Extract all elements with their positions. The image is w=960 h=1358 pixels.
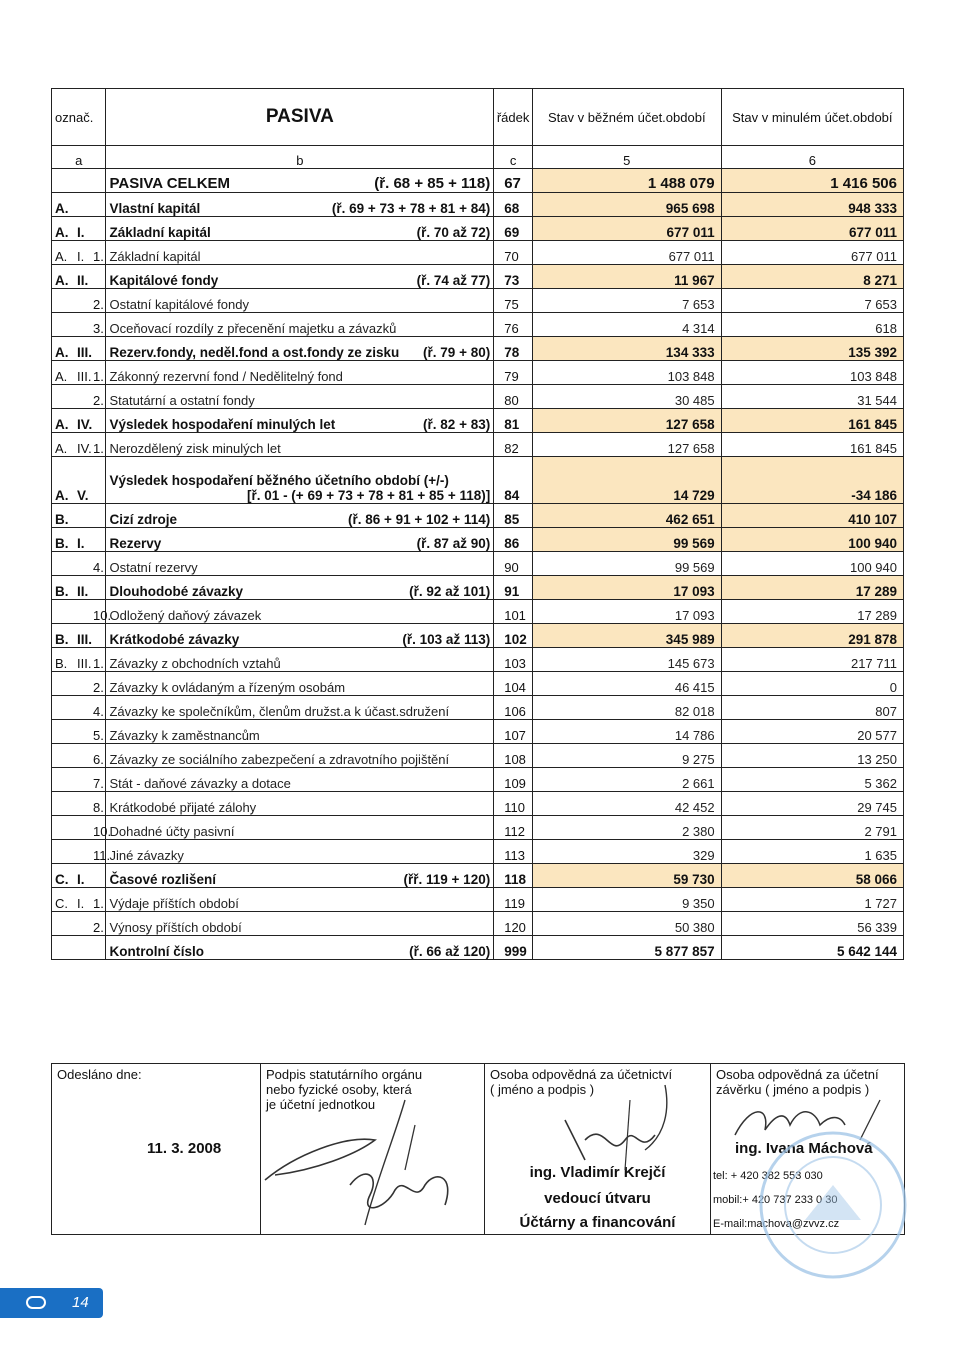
previous-period-value: 17 289: [721, 576, 903, 600]
row-designation: C. I.: [52, 864, 106, 888]
table-row: [52, 936, 904, 960]
row-label: Rezerv.fondy, neděl.fond a ost.fondy ze zisku (ř. 79 + 80): [106, 337, 494, 361]
table-row: [52, 169, 904, 193]
row-label: Dlouhodobé závazky (ř. 92 až 101): [106, 576, 494, 600]
current-period-value: 127 658: [532, 409, 721, 433]
table-row: [52, 289, 904, 313]
row-designation: [52, 169, 106, 193]
table-row: [52, 241, 904, 265]
previous-period-value: 20 577: [721, 720, 903, 744]
row-label: Rezervy (ř. 87 až 90): [106, 528, 494, 552]
current-period-value: 462 651: [532, 504, 721, 528]
row-label: Vlastní kapitál (ř. 69 + 73 + 78 + 81 + 84): [106, 193, 494, 217]
row-designation: 11.: [52, 840, 106, 864]
row-label: Statutární a ostatní fondy: [106, 385, 494, 409]
table-row: [52, 552, 904, 576]
table-row: [52, 385, 904, 409]
current-period-value: 4 314: [532, 313, 721, 337]
previous-period-value: 100 940: [721, 552, 903, 576]
table-row: [52, 624, 904, 648]
row-label: Zákonný rezervní fond / Nedělitelný fond: [106, 361, 494, 385]
table-row: [52, 864, 904, 888]
row-label: Základní kapitál (ř. 70 až 72): [106, 217, 494, 241]
current-period-value: 145 673: [532, 648, 721, 672]
row-number: 103: [494, 648, 533, 672]
row-designation: A. III. 1.: [52, 361, 106, 385]
row-designation: [52, 936, 106, 960]
row-label: Závazky k zaměstnancům: [106, 720, 494, 744]
page-number: 14: [72, 1294, 89, 1311]
previous-period-value: 17 289: [721, 600, 903, 624]
previous-period-value: 0: [721, 672, 903, 696]
row-label: Závazky ke společníkům, členům družst.a k účast.sdružení: [106, 696, 494, 720]
current-period-value: 9 350: [532, 888, 721, 912]
current-period-value: 103 848: [532, 361, 721, 385]
row-label: Výnosy příštích období: [106, 912, 494, 936]
contact-email: E-mail:machova@zvvz.cz: [713, 1218, 840, 1230]
header-oznac: označ.: [52, 89, 106, 146]
row-number: 102: [494, 624, 533, 648]
current-period-value: 17 093: [532, 600, 721, 624]
row-number: 101: [494, 600, 533, 624]
row-number: 76: [494, 313, 533, 337]
statutory-label-3: je účetní jednotkou: [266, 1097, 376, 1112]
current-period-value: 2 661: [532, 768, 721, 792]
row-label: Dohadné účty pasivní: [106, 816, 494, 840]
row-number: 90: [494, 552, 533, 576]
row-designation: A. IV.: [52, 409, 106, 433]
previous-period-value: 161 845: [721, 433, 903, 457]
row-number: 69: [494, 217, 533, 241]
letter-e: 6: [721, 146, 903, 169]
current-period-value: 50 380: [532, 912, 721, 936]
accounting-person-role: vedoucí útvaru: [544, 1190, 651, 1207]
row-number: 78: [494, 337, 533, 361]
table-row: [52, 720, 904, 744]
row-number: 109: [494, 768, 533, 792]
sent-label: Odesláno dne:: [57, 1067, 142, 1082]
table-row: [52, 672, 904, 696]
current-period-value: 17 093: [532, 576, 721, 600]
previous-period-value: 217 711: [721, 648, 903, 672]
current-period-value: 7 653: [532, 289, 721, 313]
previous-period-value: 2 791: [721, 816, 903, 840]
previous-period-value: 807: [721, 696, 903, 720]
contact-mobile: mobil:+ 420 737 233 0 30: [713, 1194, 838, 1206]
row-label: Časové rozlišení (řř. 119 + 120): [106, 864, 494, 888]
row-number: 85: [494, 504, 533, 528]
previous-period-value: -34 186: [721, 457, 903, 504]
row-designation: A. I.: [52, 217, 106, 241]
row-number: 112: [494, 816, 533, 840]
row-number: 82: [494, 433, 533, 457]
previous-period-value: 1 727: [721, 888, 903, 912]
header-row: [52, 89, 904, 146]
row-designation: C. I. 1.: [52, 888, 106, 912]
contact-phone: tel: + 420 382 553 030: [713, 1170, 823, 1182]
row-designation: A.: [52, 193, 106, 217]
row-number: 86: [494, 528, 533, 552]
row-label: Nerozdělený zisk minulých let: [106, 433, 494, 457]
current-period-value: 965 698: [532, 193, 721, 217]
row-designation: 2.: [52, 385, 106, 409]
row-number: 120: [494, 912, 533, 936]
closing-person-name: ing. Ivana Máchová: [735, 1140, 873, 1157]
current-period-value: 345 989: [532, 624, 721, 648]
table-row: [52, 313, 904, 337]
row-designation: B. II.: [52, 576, 106, 600]
row-label: Cizí zdroje (ř. 86 + 91 + 102 + 114): [106, 504, 494, 528]
closing-label-1: Osoba odpovědná za účetní: [716, 1067, 879, 1082]
previous-period-value: 8 271: [721, 265, 903, 289]
page-number-badge: [0, 1288, 103, 1318]
previous-period-value: 5 642 144: [721, 936, 903, 960]
sent-cell: [52, 1064, 261, 1235]
row-number: 107: [494, 720, 533, 744]
table-row: [52, 217, 904, 241]
statutory-label-2: nebo fyzické osoby, která: [266, 1082, 412, 1097]
letter-c: c: [494, 146, 533, 169]
row-number: 106: [494, 696, 533, 720]
current-period-value: 14 729: [532, 457, 721, 504]
table-row: [52, 409, 904, 433]
previous-period-value: 161 845: [721, 409, 903, 433]
current-period-value: 2 380: [532, 816, 721, 840]
statutory-cell: [261, 1064, 485, 1235]
letter-b: b: [106, 146, 494, 169]
row-number: 68: [494, 193, 533, 217]
previous-period-value: 1 635: [721, 840, 903, 864]
current-period-value: 14 786: [532, 720, 721, 744]
row-label: Ostatní kapitálové fondy: [106, 289, 494, 313]
row-designation: 5.: [52, 720, 106, 744]
current-period-value: 9 275: [532, 744, 721, 768]
row-label: Ostatní rezervy: [106, 552, 494, 576]
accounting-label-1: Osoba odpovědná za účetnictví: [490, 1067, 673, 1082]
current-period-value: 11 967: [532, 265, 721, 289]
row-designation: A. V.: [52, 457, 106, 504]
previous-period-value: 291 878: [721, 624, 903, 648]
accounting-cell: [485, 1064, 711, 1235]
signature-table: [51, 1063, 905, 1235]
table-row: [52, 600, 904, 624]
row-number: 84: [494, 457, 533, 504]
row-designation: 10.: [52, 816, 106, 840]
sent-date: 11. 3. 2008: [147, 1140, 222, 1157]
row-designation: 2.: [52, 672, 106, 696]
table-row: [52, 696, 904, 720]
row-designation: A. III.: [52, 337, 106, 361]
previous-period-value: 31 544: [721, 385, 903, 409]
accounting-label-2: ( jméno a podpis ): [490, 1082, 595, 1097]
previous-period-value: 100 940: [721, 528, 903, 552]
row-designation: B. III.: [52, 624, 106, 648]
previous-period-value: 56 339: [721, 912, 903, 936]
previous-period-value: 29 745: [721, 792, 903, 816]
pasiva-table: [51, 88, 904, 960]
previous-period-value: 410 107: [721, 504, 903, 528]
current-period-value: 677 011: [532, 241, 721, 265]
table-row: [52, 433, 904, 457]
closing-cell: [711, 1064, 905, 1235]
previous-period-value: 948 333: [721, 193, 903, 217]
table-row: [52, 840, 904, 864]
row-number: 110: [494, 792, 533, 816]
row-number: 75: [494, 289, 533, 313]
row-designation: B.: [52, 504, 106, 528]
row-number: 80: [494, 385, 533, 409]
current-period-value: 30 485: [532, 385, 721, 409]
row-number: 91: [494, 576, 533, 600]
closing-label-2: závěrku ( jméno a podpis ): [716, 1082, 870, 1097]
row-number: 79: [494, 361, 533, 385]
row-designation: 2.: [52, 289, 106, 313]
table-row: [52, 457, 904, 504]
table-row: [52, 361, 904, 385]
row-number: 118: [494, 864, 533, 888]
previous-period-value: 677 011: [721, 241, 903, 265]
row-number: 70: [494, 241, 533, 265]
row-designation: 4.: [52, 696, 106, 720]
row-label: Výsledek hospodaření běžného účetního období (+/-) [ř. 01 - (+ 69 + 73 + 78 + 81 + 85 + 118)]: [106, 457, 494, 504]
row-number: 113: [494, 840, 533, 864]
row-label: Kapitálové fondy (ř. 74 až 77): [106, 265, 494, 289]
table-row: [52, 193, 904, 217]
row-designation: B. I.: [52, 528, 106, 552]
table-row: [52, 528, 904, 552]
row-label: Závazky z obchodních vztahů: [106, 648, 494, 672]
previous-period-value: 618: [721, 313, 903, 337]
table-row: [52, 792, 904, 816]
statutory-label-1: Podpis statutárního orgánu: [266, 1067, 423, 1082]
row-label: Stát - daňové závazky a dotace: [106, 768, 494, 792]
row-label: Závazky ze sociálního zabezpečení a zdravotního pojištění: [106, 744, 494, 768]
row-number: 104: [494, 672, 533, 696]
accounting-person-name: ing. Vladimír Krejčí: [529, 1164, 666, 1181]
row-number: 81: [494, 409, 533, 433]
row-label: Základní kapitál: [106, 241, 494, 265]
row-designation: A. I. 1.: [52, 241, 106, 265]
row-designation: A. IV.1.: [52, 433, 106, 457]
previous-period-value: 103 848: [721, 361, 903, 385]
current-period-value: 99 569: [532, 528, 721, 552]
row-label: Odložený daňový závazek: [106, 600, 494, 624]
header-radek: řádek: [494, 89, 533, 146]
current-period-value: 46 415: [532, 672, 721, 696]
row-designation: 7.: [52, 768, 106, 792]
table-row: [52, 768, 904, 792]
previous-period-value: 677 011: [721, 217, 903, 241]
table-row: [52, 744, 904, 768]
row-designation: 4.: [52, 552, 106, 576]
row-label: Výsledek hospodaření minulých let (ř. 82 + 83): [106, 409, 494, 433]
row-designation: A. II.: [52, 265, 106, 289]
row-number: 999: [494, 936, 533, 960]
previous-period-value: 1 416 506: [721, 169, 903, 193]
row-label: Kontrolní číslo (ř. 66 až 120): [106, 936, 494, 960]
table-row: [52, 648, 904, 672]
row-number: 108: [494, 744, 533, 768]
row-designation: 8.: [52, 792, 106, 816]
letter-a: a: [52, 146, 106, 169]
row-number: 119: [494, 888, 533, 912]
current-period-value: 59 730: [532, 864, 721, 888]
table-row: [52, 504, 904, 528]
previous-period-value: 5 362: [721, 768, 903, 792]
table-row: [52, 265, 904, 289]
row-designation: 6.: [52, 744, 106, 768]
row-label: Výdaje příštích období: [106, 888, 494, 912]
row-label: Závazky k ovládaným a řízeným osobám: [106, 672, 494, 696]
table-row: [52, 816, 904, 840]
column-letters-row: [52, 146, 904, 169]
current-period-value: 127 658: [532, 433, 721, 457]
current-period-value: 1 488 079: [532, 169, 721, 193]
previous-period-value: 7 653: [721, 289, 903, 313]
header-current-period: Stav v běžném účet.období: [532, 89, 721, 146]
row-label: Jiné závazky: [106, 840, 494, 864]
current-period-value: 5 877 857: [532, 936, 721, 960]
brand-logo-icon: [26, 1296, 46, 1309]
row-label: Krátkodobé přijaté zálohy: [106, 792, 494, 816]
current-period-value: 677 011: [532, 217, 721, 241]
header-title: PASIVA: [106, 89, 494, 146]
row-designation: 3.: [52, 313, 106, 337]
previous-period-value: 13 250: [721, 744, 903, 768]
table-row: [52, 912, 904, 936]
current-period-value: 82 018: [532, 696, 721, 720]
row-label: PASIVA CELKEM (ř. 68 + 85 + 118): [106, 169, 494, 193]
letter-d: 5: [532, 146, 721, 169]
header-previous-period: Stav v minulém účet.období: [721, 89, 903, 146]
table-row: [52, 888, 904, 912]
row-designation: 10.: [52, 600, 106, 624]
row-designation: 2.: [52, 912, 106, 936]
current-period-value: 42 452: [532, 792, 721, 816]
row-label: Oceňovací rozdíly z přecenění majetku a závazků: [106, 313, 494, 337]
previous-period-value: 135 392: [721, 337, 903, 361]
previous-period-value: 58 066: [721, 864, 903, 888]
table-row: [52, 576, 904, 600]
row-label: Krátkodobé závazky (ř. 103 až 113): [106, 624, 494, 648]
accounting-department: Účtárny a financování: [519, 1214, 676, 1231]
row-designation: B. III. 1.: [52, 648, 106, 672]
current-period-value: 134 333: [532, 337, 721, 361]
row-number: 67: [494, 169, 533, 193]
current-period-value: 329: [532, 840, 721, 864]
row-number: 73: [494, 265, 533, 289]
table-row: [52, 337, 904, 361]
current-period-value: 99 569: [532, 552, 721, 576]
